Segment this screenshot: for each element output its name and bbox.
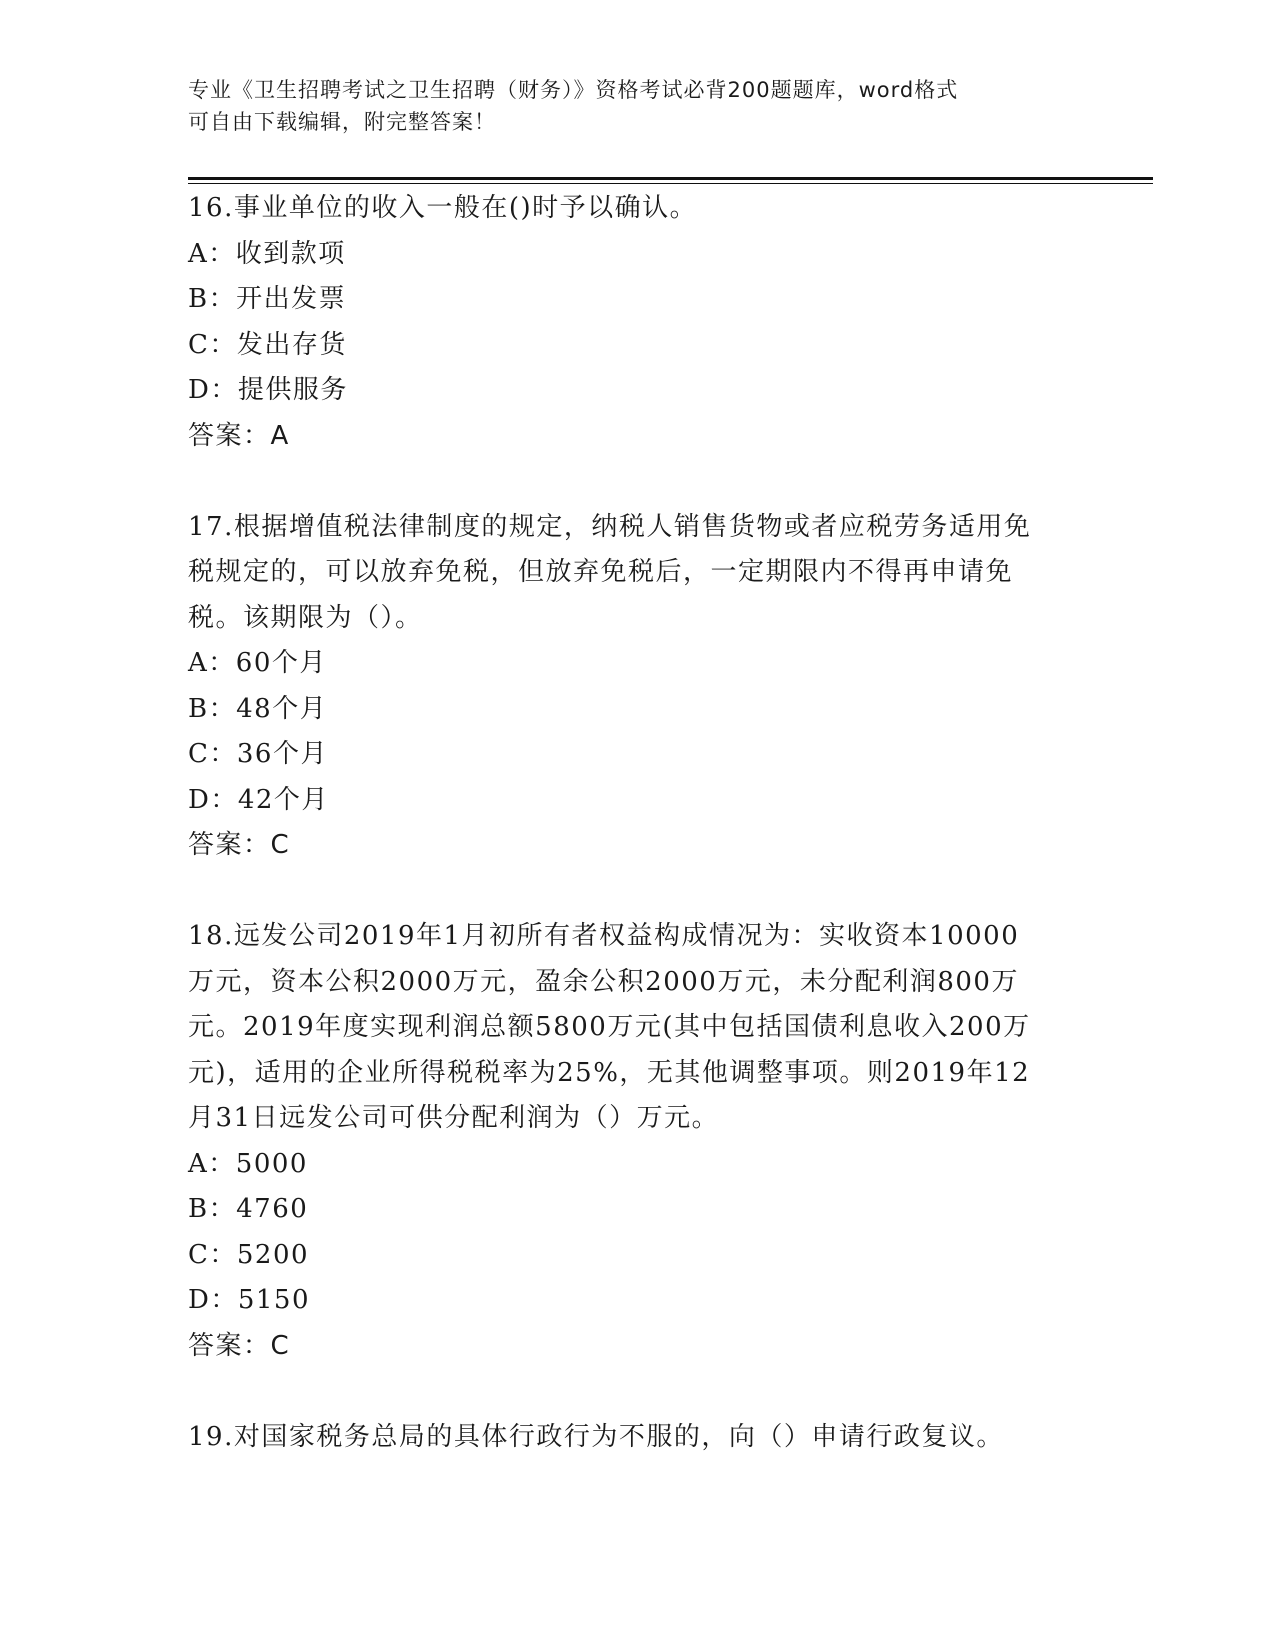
question-text: 税规定的，可以放弃免税，但放弃免税后，一定期限内不得再申请免: [188, 557, 1014, 587]
option-d: D：42个月: [188, 784, 329, 815]
option-b: B：开出发票: [188, 284, 347, 314]
option-d: D：5150: [188, 1285, 311, 1315]
answer: 答案：A: [188, 420, 290, 451]
option-b: B：48个月: [188, 693, 328, 724]
question-text: 万元，资本公积2000万元，盈余公积2000万元，未分配利润800万: [188, 966, 1019, 997]
question-text: 元。2019年度实现利润总额5800万元(其中包括国债利息收入200万: [188, 1012, 1031, 1042]
option-d: D：提供服务: [188, 375, 348, 405]
question-16: [188, 186, 1088, 459]
answer: 答案：C: [188, 1330, 291, 1361]
option-a: A：60个月: [188, 648, 327, 678]
document-header: [188, 74, 1088, 138]
option-c: C：5200: [188, 1239, 310, 1270]
option-a: A：5000: [188, 1148, 308, 1179]
question-text: 18.远发公司2019年1月初所有者权益构成情况为：实收资本10000: [188, 921, 1020, 951]
question-text: 税。该期限为（）。: [188, 602, 423, 633]
header-divider-thin: [188, 183, 1153, 184]
question-text: 17.根据增值税法律制度的规定，纳税人销售货物或者应税劳务适用免: [188, 511, 1032, 542]
option-c: C：36个月: [188, 739, 328, 769]
question-text: 19.对国家税务总局的具体行政行为不服的，向（）申请行政复议。: [188, 1421, 1004, 1452]
option-b: B：4760: [188, 1194, 309, 1224]
spacer: [188, 459, 1088, 505]
question-list: [188, 186, 1088, 1460]
answer: 答案：C: [188, 830, 291, 860]
question-19: [188, 1415, 1088, 1461]
option-a: A：收到款项: [188, 238, 346, 269]
question-text: 元)，适用的企业所得税税率为25%，无其他调整事项。则2019年12: [188, 1057, 1031, 1088]
question-text: 16.事业单位的收入一般在()时予以确认。: [188, 193, 698, 223]
spacer: [188, 1369, 1088, 1415]
question-18: [188, 914, 1088, 1369]
header-line: 专业《卫生招聘考试之卫生招聘（财务）》资格考试必背200题题库，word格式: [188, 78, 959, 102]
option-c: C：发出存货: [188, 329, 347, 360]
header-line: 可自由下载编辑，附完整答案！: [188, 110, 496, 134]
question-text: 月31日远发公司可供分配利润为（）万元。: [188, 1103, 720, 1133]
header-divider-thick: [188, 177, 1153, 180]
spacer: [188, 869, 1088, 915]
question-17: [188, 505, 1088, 869]
